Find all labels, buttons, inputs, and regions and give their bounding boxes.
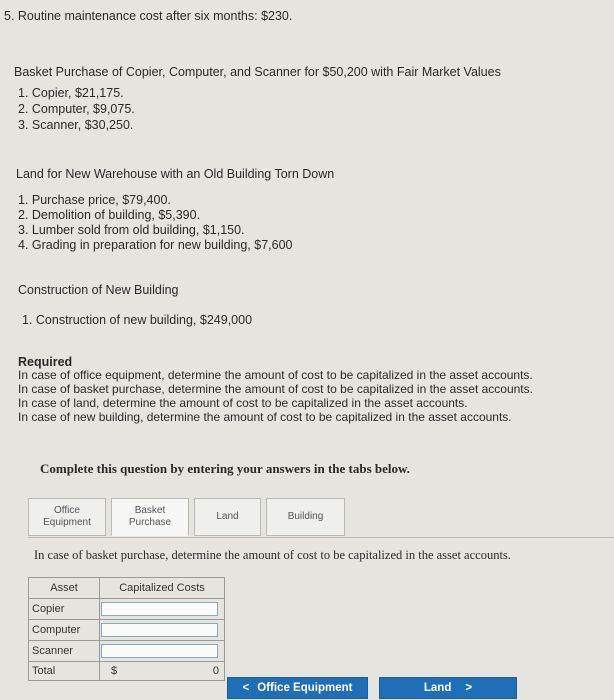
chevron-left-icon: < [242, 682, 250, 694]
computer-cost-input[interactable] [101, 623, 218, 637]
tab-prompt: In case of basket purchase, determine the amount of cost to be capitalized in the asset accounts. [34, 548, 511, 562]
table-header-row [29, 578, 225, 599]
total-value: 0 [212, 665, 219, 677]
asset-label: Copier [29, 599, 100, 620]
prev-tab-button[interactable] [227, 677, 368, 699]
copier-cost-input[interactable] [101, 602, 218, 616]
prev-tab-label: Office Equipment [257, 682, 353, 694]
table-row [29, 662, 225, 681]
land-item: 4. Grading in preparation for new building, $7,600 [18, 238, 293, 252]
table-row [29, 620, 225, 641]
table-row [29, 641, 225, 662]
required-line: In case of office equipment, determine the amount of cost to be capitalized in the asset accounts. [18, 368, 533, 382]
tab-label: Land [216, 511, 239, 522]
cost-cell [100, 599, 225, 620]
tab-label: Office [54, 505, 80, 516]
tab-building[interactable] [266, 498, 345, 536]
land-item: 2. Demolition of building, $5,390. [18, 208, 201, 222]
basket-item: 1. Copier, $21,175. [18, 86, 124, 100]
capitalized-costs-table [28, 577, 225, 681]
cost-cell [100, 620, 225, 641]
construction-heading: Construction of New Building [18, 283, 179, 297]
asset-label: Computer [29, 620, 100, 641]
maintenance-cost-line: 5. Routine maintenance cost after six months: $230. [4, 9, 293, 23]
required-heading: Required [18, 355, 73, 369]
basket-item: 3. Scanner, $30,250. [18, 118, 134, 132]
land-item: 1. Purchase price, $79,400. [18, 193, 171, 207]
required-line: In case of new building, determine the amount of cost to be capitalized in the asset accounts. [18, 410, 512, 424]
required-line: In case of basket purchase, determine the amount of cost to be capitalized in the asset accounts. [18, 382, 533, 396]
next-tab-label: Land [423, 682, 452, 694]
tab-land[interactable] [194, 498, 261, 536]
tab-office-equipment[interactable] [28, 498, 106, 536]
required-line: In case of land, determine the amount of cost to be capitalized in the asset accounts. [18, 396, 468, 410]
total-cell [100, 662, 225, 681]
land-item: 3. Lumber sold from old building, $1,150. [18, 223, 245, 237]
chevron-right-icon: > [465, 682, 473, 694]
scanner-cost-input[interactable] [101, 644, 218, 658]
tab-divider [28, 537, 614, 538]
total-label: Total [29, 662, 100, 681]
land-heading: Land for New Warehouse with an Old Building Torn Down [16, 167, 335, 181]
tab-label: Building [287, 511, 324, 522]
basket-heading: Basket Purchase of Copier, Computer, and Scanner for $50,200 with Fair Market Values [14, 65, 501, 79]
asset-label: Scanner [29, 641, 100, 662]
tab-label: Equipment [43, 517, 91, 528]
basket-item: 2. Computer, $9,075. [18, 102, 135, 116]
column-header-capitalized-costs: Capitalized Costs [100, 578, 225, 599]
cost-cell [100, 641, 225, 662]
column-header-asset: Asset [29, 578, 100, 599]
table-row [29, 599, 225, 620]
construction-item: 1. Construction of new building, $249,000 [22, 313, 253, 327]
tab-label: Basket [134, 505, 166, 516]
total-currency: $ [111, 665, 118, 677]
next-tab-button[interactable] [379, 677, 517, 699]
instruction-text: Complete this question by entering your answers in the tabs below. [40, 461, 410, 476]
tab-label: Purchase [128, 517, 172, 528]
tab-basket-purchase[interactable] [111, 498, 189, 536]
